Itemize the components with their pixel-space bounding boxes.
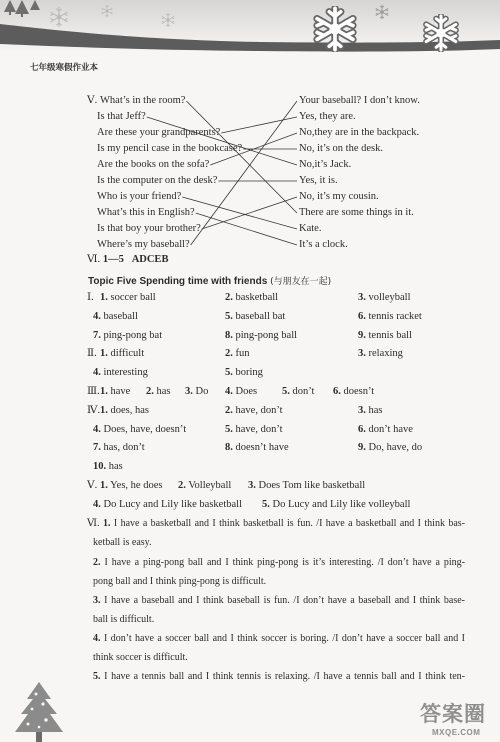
answer-item (100, 479, 162, 493)
section-label: Ⅵ. (87, 254, 101, 265)
answer-item (185, 385, 208, 399)
item-number: 4. (93, 424, 101, 435)
item-number: 1. (100, 348, 108, 359)
item-number: 3. (358, 292, 366, 303)
answer-item (93, 423, 186, 437)
match-answer: No, it’s my cousin. (299, 191, 379, 202)
answer-item (358, 347, 403, 361)
match-answer: Kate. (299, 223, 322, 234)
item-text: tennis racket (368, 311, 422, 322)
item-text: volleyball (368, 292, 411, 303)
sentence-line-text (93, 633, 465, 644)
match-question: Is that Jeff? (97, 111, 146, 122)
item-text: baseball (103, 311, 138, 322)
answer-item (225, 291, 278, 305)
choice-row (87, 253, 168, 267)
item-number: 3. (248, 480, 256, 491)
item-number: 2. (225, 348, 233, 359)
sentence-line (87, 517, 465, 531)
watermark-site: MXQE.COM (432, 728, 481, 737)
book-title: 七年级寒假作业本 (30, 63, 99, 73)
item-number: 1. (100, 480, 108, 491)
match-lines (0, 0, 500, 260)
match-line (202, 197, 297, 229)
item-number: 5. (93, 671, 101, 682)
item-number: 1. (100, 405, 108, 416)
sentence-line (93, 556, 465, 570)
item-text: has, don’t (103, 442, 145, 453)
item-number: 5. (225, 424, 233, 435)
answer-item (248, 479, 365, 493)
item-number: 8. (225, 330, 233, 341)
item-text: soccer ball (110, 292, 156, 303)
section-label: Ⅱ. (87, 348, 97, 359)
item-number: 6. (358, 311, 366, 322)
item-text: relaxing (368, 348, 403, 359)
item-number: 8. (225, 442, 233, 453)
answer-item (358, 423, 413, 437)
topic-title: Topic Five Spending time with friends (88, 276, 268, 287)
item-text: difficult (110, 348, 145, 359)
match-question: Are these your grandparents? (97, 127, 221, 138)
sentence-line-text (87, 518, 465, 529)
match-answer: It’s a clock. (299, 239, 348, 250)
answer-item (225, 347, 250, 361)
match-answer: Yes, it is. (299, 175, 338, 186)
item-text: Volleyball (188, 480, 232, 491)
match-question: Who is your friend? (97, 191, 182, 202)
item-number: 1. (102, 518, 111, 529)
item-text: fun (235, 348, 250, 359)
answer-item (333, 385, 374, 399)
item-number: 2. (225, 405, 233, 416)
section-label: Ⅰ. (87, 292, 94, 303)
item-text: Yes, he does (110, 480, 163, 491)
sentence-line (93, 670, 465, 684)
item-number: 9. (358, 330, 366, 341)
item-text: have, don’t (235, 424, 283, 435)
item-text: have (110, 386, 131, 397)
sentence-line (93, 594, 465, 608)
answer-item (93, 366, 148, 380)
section-label: Ⅴ. (87, 95, 98, 106)
section-label: Ⅴ. (87, 480, 98, 491)
section-label: Ⅵ. (87, 518, 100, 529)
answer-item (93, 498, 242, 512)
item-text: has (368, 405, 383, 416)
item-text: does, has (110, 405, 149, 416)
item-number: 4. (93, 633, 101, 644)
item-text: Do (195, 386, 209, 397)
item-number: 1. (100, 386, 108, 397)
item-number: 6. (333, 386, 341, 397)
answer-item (358, 441, 422, 455)
answer-item (93, 460, 123, 474)
item-number: 10. (93, 461, 107, 472)
sentence-continuation: pong ball and I think ping-pong is difficult. (93, 576, 267, 587)
sentence-continuation: think soccer is difficult. (93, 652, 188, 663)
tree-trunk (36, 732, 42, 742)
item-number: 5. (262, 499, 270, 510)
item-number: 3. (185, 386, 193, 397)
answer-item (358, 310, 422, 324)
item-text: ping-pong bat (103, 330, 163, 341)
match-line (191, 101, 297, 245)
answer-item (100, 347, 144, 361)
answer-item (358, 291, 411, 305)
match-answer: No,they are in the backpack. (299, 127, 420, 138)
tree-decoration (12, 680, 66, 742)
sentence-text: I have a tennis ball and I think tennis is relaxing. /I have a tennis ball and I think ten- (104, 671, 465, 682)
match-question: Is that boy your brother? (97, 223, 201, 234)
item-number: 3. (358, 348, 366, 359)
item-number: 5. (282, 386, 290, 397)
item-text: has (156, 386, 171, 397)
item-text: don’t (292, 386, 315, 397)
sentence-line-text (93, 671, 465, 682)
item-text: doesn’t (343, 386, 375, 397)
sentence-text: I have a basketball and I think basketball is fun. /I have a basketball and I think bas- (113, 518, 465, 529)
match-answer: Your baseball? I don’t know. (299, 95, 420, 106)
answer-item (225, 310, 285, 324)
match-line (221, 117, 297, 133)
item-number: 5. (225, 311, 233, 322)
item-text: Does Tom like basketball (258, 480, 366, 491)
item-text: Does, have, doesn’t (103, 424, 187, 435)
item-text: Does (235, 386, 258, 397)
sentence-continuation: ball is difficult. (93, 614, 155, 625)
item-text: don’t have (368, 424, 413, 435)
item-number: 2. (225, 292, 233, 303)
answer-item (178, 479, 231, 493)
item-number: 6. (358, 424, 366, 435)
item-number: 1. (100, 292, 108, 303)
item-number: 2. (93, 557, 101, 568)
item-text: Do Lucy and Lily like basketball (103, 499, 243, 510)
item-text: have, don’t (235, 405, 283, 416)
answer-item (100, 291, 156, 305)
item-text: boring (235, 367, 263, 378)
answer-item (358, 404, 383, 418)
section-label: Ⅳ. (87, 405, 101, 416)
section-label: Ⅲ. (87, 386, 100, 397)
choice-answer: ADCEB (131, 254, 169, 265)
item-number: 4. (225, 386, 233, 397)
answer-item (225, 404, 283, 418)
match-question: Is my pencil case in the bookcase? (97, 143, 243, 154)
sentence-text: I don’t have a soccer ball and I think soccer is boring. /I don’t have a soccer ball and I (103, 633, 465, 644)
item-number: 7. (93, 330, 101, 341)
item-number: 5. (225, 367, 233, 378)
answer-item (100, 404, 149, 418)
item-number: 9. (358, 442, 366, 453)
item-text: interesting (103, 367, 148, 378)
item-number: 3. (358, 405, 366, 416)
answer-item (146, 385, 171, 399)
item-number: 7. (93, 442, 101, 453)
answer-item (358, 329, 412, 343)
sentence-continuation: ketball is easy. (93, 537, 152, 548)
match-answer: Yes, they are. (299, 111, 356, 122)
answer-item (225, 329, 297, 343)
answer-item (225, 423, 283, 437)
answer-item (225, 441, 289, 455)
sentence-text: I have a baseball and I think baseball is fun. /I don’t have a baseball and I think base- (104, 595, 466, 606)
item-text: tennis ball (368, 330, 412, 341)
item-text: Do, have, do (368, 442, 423, 453)
match-question: What’s in the room? (100, 95, 186, 106)
sentence-text: I have a ping-pong ball and I think ping-pong is it’s interesting. /I don’t have a ping- (104, 557, 465, 568)
watermark-logo: 答案圈 (420, 702, 486, 726)
match-answer: No, it’s on the desk. (299, 143, 383, 154)
item-number: 2. (178, 480, 186, 491)
item-text: ping-pong ball (235, 330, 298, 341)
match-question: Are the books on the sofa? (97, 159, 210, 170)
item-text: doesn’t have (235, 442, 289, 453)
answer-item (262, 498, 410, 512)
item-number: 2. (146, 386, 154, 397)
item-text: baseball bat (235, 311, 286, 322)
question-range: 1—5 (102, 254, 124, 265)
answer-item (93, 310, 138, 324)
match-answer: There are some things in it. (299, 207, 414, 218)
sentence-line-text (93, 557, 465, 568)
item-number: 4. (93, 499, 101, 510)
answer-item (225, 366, 263, 380)
answer-item (100, 385, 130, 399)
match-line (186, 101, 297, 213)
sentence-line (93, 632, 465, 646)
match-question: Is the computer on the desk? (97, 175, 218, 186)
sentence-line-text (93, 595, 465, 606)
tree-body (15, 682, 63, 732)
answer-item (225, 385, 257, 399)
item-number: 3. (93, 595, 101, 606)
answer-item (93, 441, 145, 455)
match-answer: No,it’s Jack. (299, 159, 352, 170)
match-question: Where’s my baseball? (97, 239, 190, 250)
match-question: What’s this in English? (97, 207, 195, 218)
item-text: has (108, 461, 123, 472)
answer-item (93, 329, 162, 343)
item-number: 4. (93, 367, 101, 378)
item-text: basketball (235, 292, 279, 303)
item-number: 4. (93, 311, 101, 322)
item-text: Do Lucy and Lily like volleyball (272, 499, 411, 510)
answer-item (282, 385, 314, 399)
topic-heading (88, 275, 331, 289)
topic-subtitle: (与朋友在一起) (270, 277, 332, 287)
